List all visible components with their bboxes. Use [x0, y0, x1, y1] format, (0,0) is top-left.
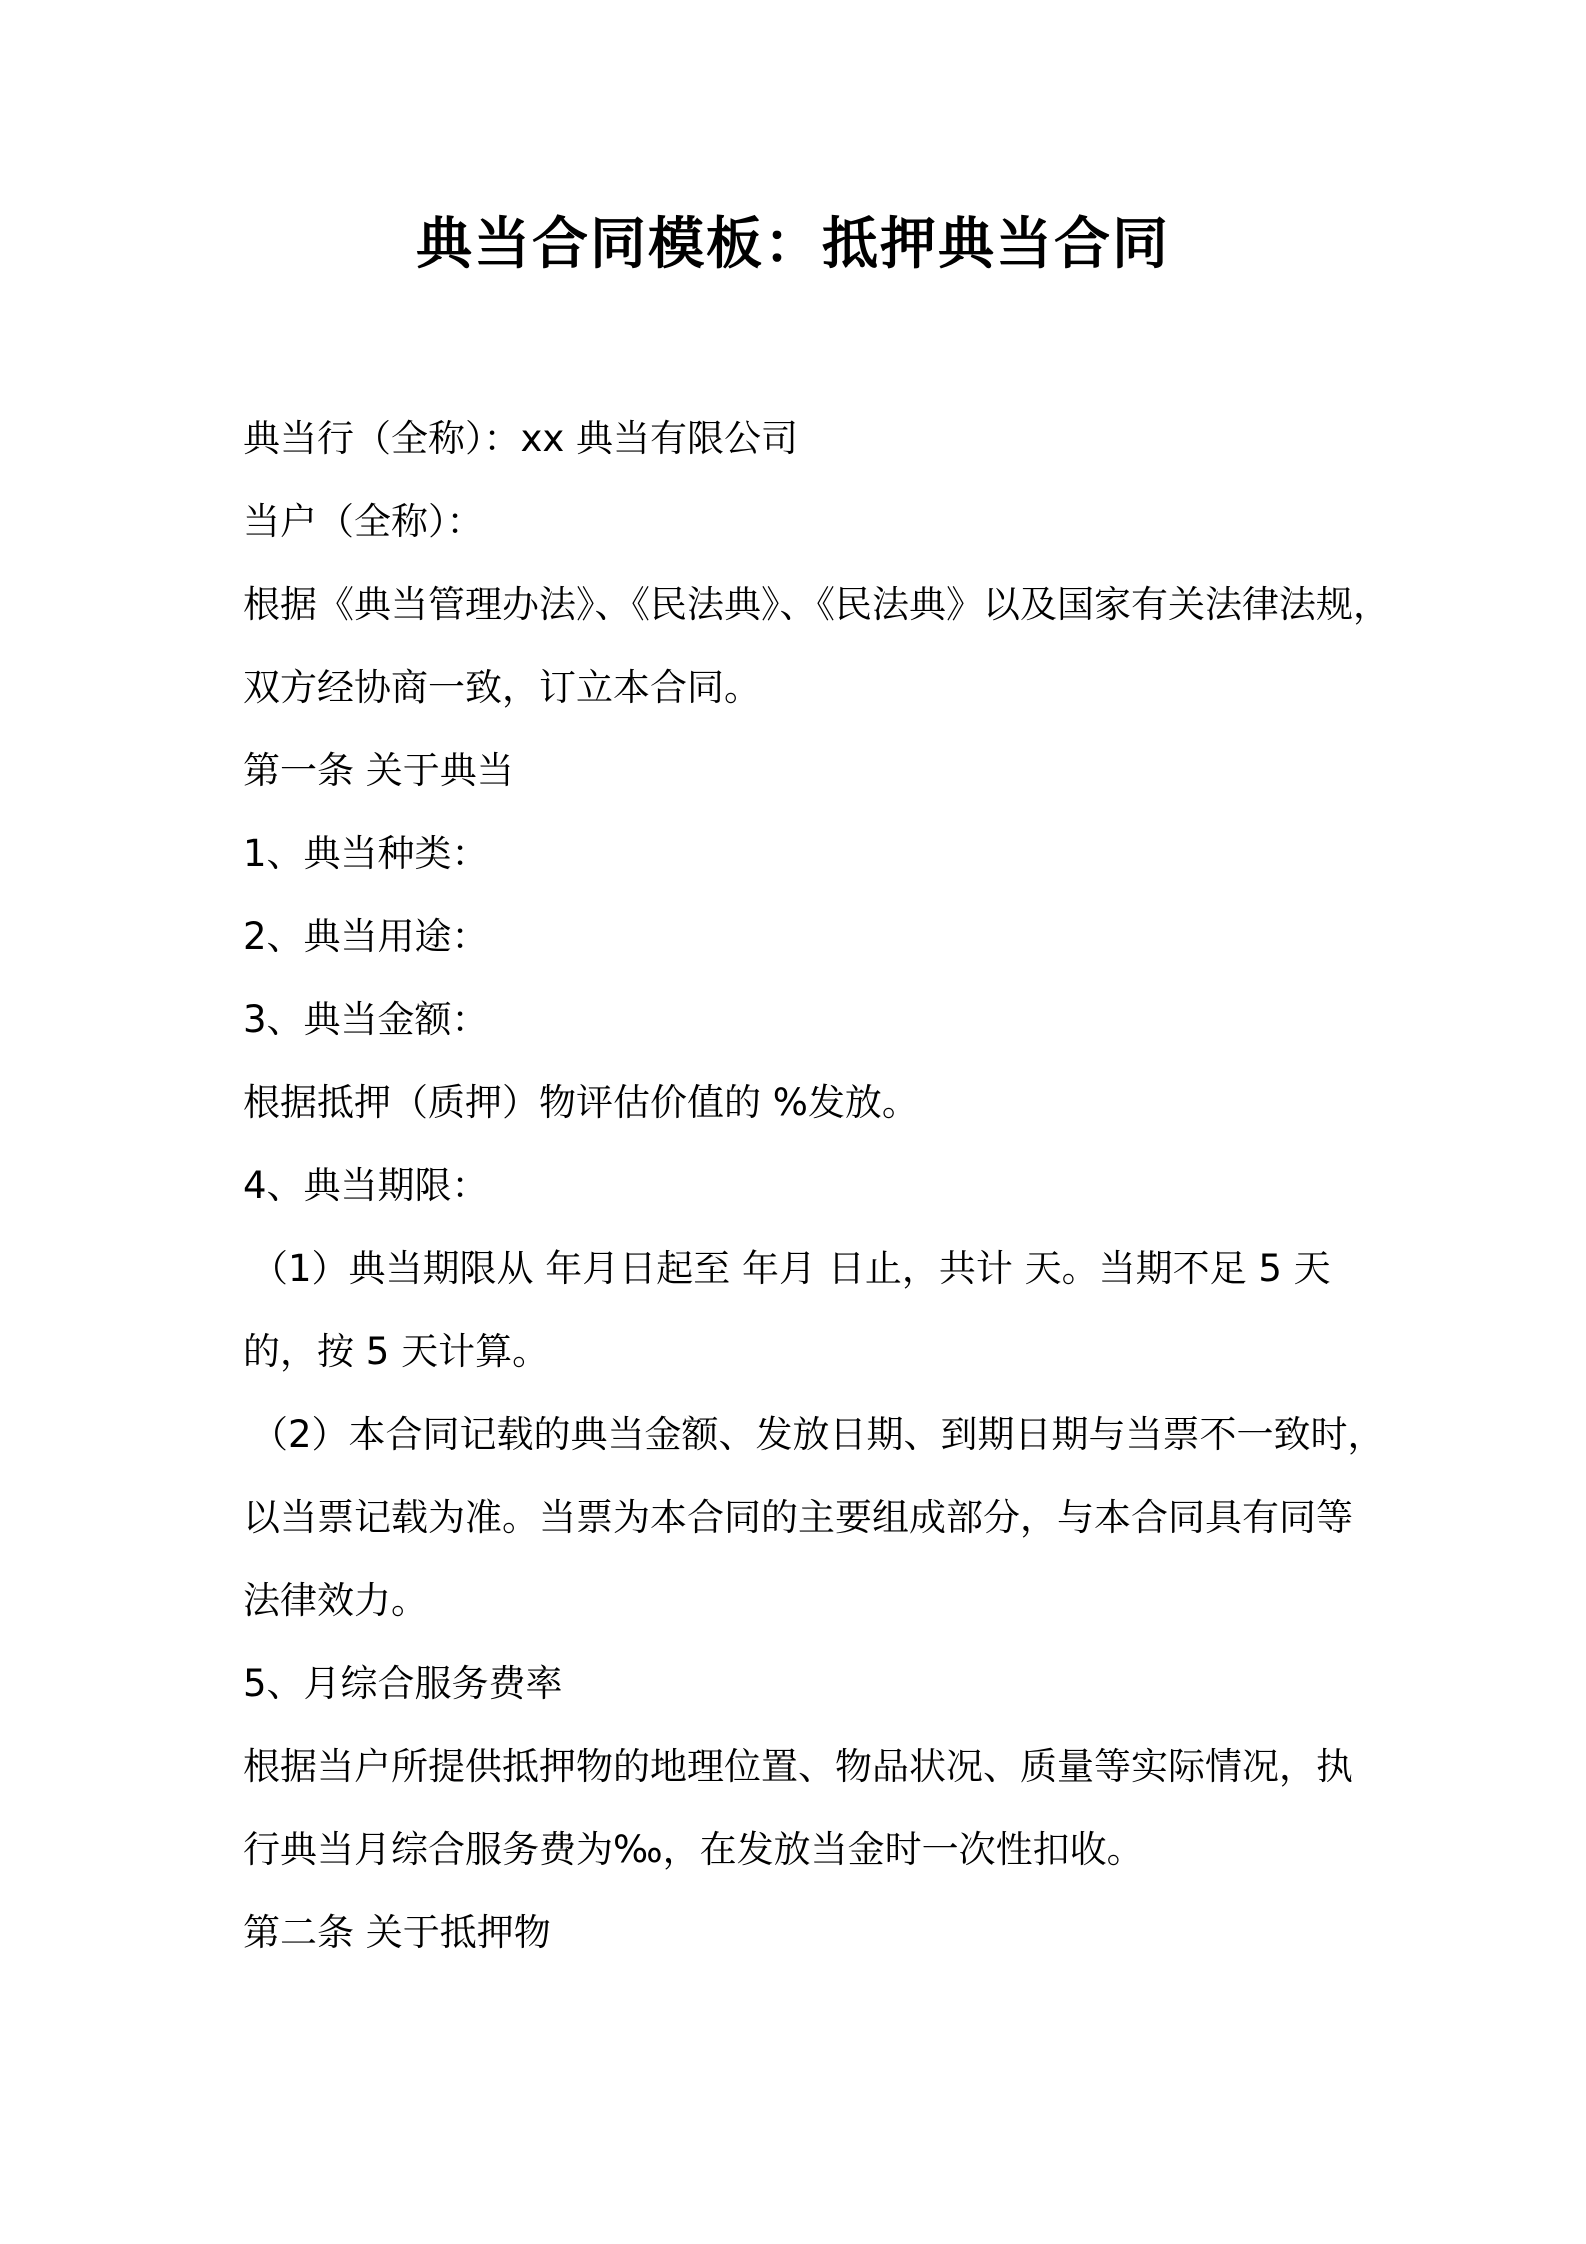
clause-pawn-amount: 3、典当金额：: [243, 998, 489, 1041]
fee-detail-line-1: 根据当户所提供抵押物的地理位置、物品状况、质量等实际情况，执: [243, 1745, 1353, 1788]
clause-service-fee-rate: 5、月综合服务费率: [243, 1662, 563, 1705]
document-title: 典当合同模板：抵押典当合同: [416, 212, 1170, 277]
preamble-line-1: 根据《典当管理办法》、《民法典》、《民法典》以及国家有关法律法规，: [243, 583, 1390, 626]
term-item-1-line-2: 的，按 5 天计算。: [243, 1330, 550, 1373]
pawner-name-line: 当户（全称）：: [243, 500, 484, 543]
article-1-heading: 第一条 关于典当: [243, 749, 514, 792]
pawnshop-name-line: 典当行（全称）：xx 典当有限公司: [243, 417, 799, 460]
term-item-2-line-3: 法律效力。: [243, 1579, 428, 1622]
clause-pawn-type: 1、典当种类：: [243, 832, 489, 875]
clause-pawn-term: 4、典当期限：: [243, 1164, 489, 1207]
document-body: [243, 397, 1390, 1974]
clause-pawn-use: 2、典当用途：: [243, 915, 489, 958]
fee-detail-line-2: 行典当月综合服务费为‰，在发放当金时一次性扣收。: [243, 1828, 1144, 1871]
article-2-heading: 第二条 关于抵押物: [243, 1911, 551, 1954]
term-item-1-line-1: （1）典当期限从 年月日起至 年月 日止，共计 天。当期不足 5 天: [251, 1247, 1331, 1290]
preamble-line-2: 双方经协商一致，订立本合同。: [243, 666, 761, 709]
term-item-2-line-1: （2）本合同记载的典当金额、发放日期、到期日期与当票不一致时，: [251, 1413, 1385, 1456]
clause-amount-detail: 根据抵押（质押）物评估价值的 %发放。: [243, 1081, 919, 1124]
term-item-2-line-2: 以当票记载为准。当票为本合同的主要组成部分，与本合同具有同等: [243, 1496, 1353, 1539]
